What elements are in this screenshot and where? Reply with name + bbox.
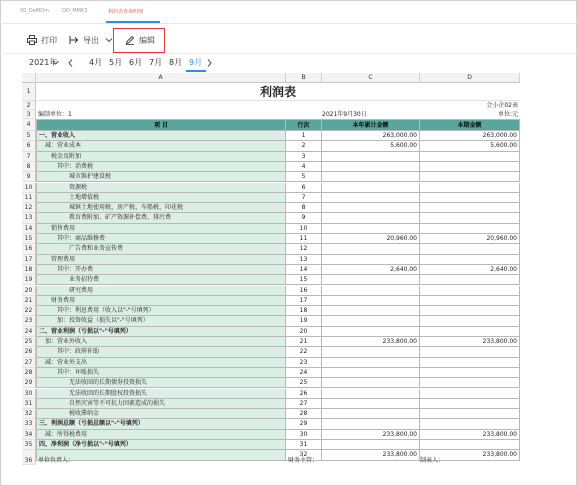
current-amount-cell[interactable]: 2,640.00 bbox=[420, 265, 520, 275]
current-amount-cell[interactable] bbox=[420, 368, 520, 378]
current-amount-cell[interactable] bbox=[420, 255, 520, 265]
line-no-cell[interactable]: 25 bbox=[286, 378, 322, 388]
item-cell[interactable]: 研究费用 bbox=[36, 286, 286, 296]
ytd-amount-cell[interactable] bbox=[322, 224, 420, 234]
ytd-amount-cell[interactable] bbox=[322, 296, 420, 306]
line-no-cell[interactable]: 23 bbox=[286, 358, 322, 368]
current-amount-cell[interactable] bbox=[420, 409, 520, 419]
item-cell[interactable]: 管理费用 bbox=[36, 255, 286, 265]
item-cell[interactable]: 财务费用 bbox=[36, 296, 286, 306]
year-select[interactable]: 2021年 bbox=[29, 58, 58, 67]
line-no-cell[interactable]: 29 bbox=[286, 419, 322, 429]
current-amount-cell[interactable] bbox=[420, 389, 520, 399]
row-number[interactable]: 10 bbox=[22, 183, 36, 193]
item-cell[interactable]: 三、利润总额（亏损总额以"-"号填列） bbox=[36, 419, 286, 429]
sheet-corner[interactable] bbox=[22, 73, 36, 83]
ytd-amount-cell[interactable] bbox=[322, 162, 420, 172]
row-number[interactable]: 7 bbox=[22, 152, 36, 162]
row-number[interactable]: 24 bbox=[22, 327, 36, 337]
ytd-amount-cell[interactable]: 233,800.00 bbox=[322, 337, 420, 347]
item-cell[interactable]: 其中：政府补助 bbox=[36, 347, 286, 357]
current-amount-cell[interactable] bbox=[420, 306, 520, 316]
line-no-cell[interactable]: 27 bbox=[286, 399, 322, 409]
header-item[interactable]: 项 目 bbox=[36, 119, 286, 131]
line-no-cell[interactable]: 11 bbox=[286, 234, 322, 244]
row-number[interactable]: 36 bbox=[22, 456, 36, 465]
item-cell[interactable]: 四、净利润（净亏损以"-"号填列） bbox=[36, 440, 286, 450]
line-no-cell[interactable]: 17 bbox=[286, 296, 322, 306]
current-amount-cell[interactable] bbox=[420, 244, 520, 254]
ytd-amount-cell[interactable] bbox=[322, 358, 420, 368]
item-cell[interactable]: 无法收回的长期股权投资损失 bbox=[36, 389, 286, 399]
ytd-amount-cell[interactable] bbox=[322, 327, 420, 337]
current-amount-cell[interactable] bbox=[420, 172, 520, 182]
header-ytd[interactable]: 本年累计金额 bbox=[322, 119, 420, 131]
toolbar bbox=[0, 24, 577, 54]
line-no-cell[interactable]: 10 bbox=[286, 224, 322, 234]
ytd-amount-cell[interactable] bbox=[322, 306, 420, 316]
print-button[interactable] bbox=[27, 33, 57, 47]
ytd-amount-cell[interactable] bbox=[322, 440, 420, 450]
item-cell[interactable]: 销售费用 bbox=[36, 224, 286, 234]
ytd-amount-cell[interactable]: 5,600.00 bbox=[322, 141, 420, 151]
print-label: 打印 bbox=[41, 35, 57, 45]
ytd-amount-cell[interactable]: 233,800.00 bbox=[322, 430, 420, 440]
current-amount-cell[interactable]: 20,960.00 bbox=[420, 234, 520, 244]
ytd-amount-cell[interactable] bbox=[322, 213, 420, 223]
current-amount-cell[interactable] bbox=[420, 399, 520, 409]
item-cell[interactable]: 土地增值税 bbox=[36, 193, 286, 203]
ytd-amount-cell[interactable] bbox=[322, 203, 420, 213]
item-cell[interactable]: 教育费附加、矿产资源补偿费、排污费 bbox=[36, 213, 286, 223]
row-number[interactable]: 19 bbox=[22, 275, 36, 285]
footer-manager[interactable]: 单位负责人： bbox=[38, 457, 75, 464]
item-cell[interactable]: 二、营业利润（亏损以"-"号填列） bbox=[36, 327, 286, 337]
row-number[interactable]: 22 bbox=[22, 306, 36, 316]
line-no-cell[interactable]: 26 bbox=[286, 389, 322, 399]
current-amount-cell[interactable] bbox=[420, 378, 520, 388]
current-amount-cell[interactable]: 233,800.00 bbox=[420, 430, 520, 440]
current-amount-cell[interactable] bbox=[420, 162, 520, 172]
month-8[interactable]: 8月 bbox=[169, 58, 183, 67]
row-number[interactable]: 17 bbox=[22, 255, 36, 265]
column-header-c[interactable]: C bbox=[322, 73, 420, 83]
current-amount-cell[interactable] bbox=[420, 419, 520, 429]
line-no-cell[interactable]: 5 bbox=[286, 172, 322, 182]
month-4[interactable]: 4月 bbox=[89, 58, 103, 67]
export-button[interactable] bbox=[69, 33, 117, 47]
item-cell[interactable]: 其中：坏账损失 bbox=[36, 368, 286, 378]
line-no-cell[interactable]: 32 bbox=[286, 450, 322, 460]
row-number[interactable]: 4 bbox=[22, 119, 36, 131]
current-amount-cell[interactable]: 233,800.00 bbox=[420, 337, 520, 347]
month-selector bbox=[0, 54, 577, 72]
ytd-amount-cell[interactable] bbox=[322, 316, 420, 326]
column-header-a[interactable]: A bbox=[36, 73, 286, 83]
line-no-cell[interactable]: 8 bbox=[286, 203, 322, 213]
ytd-amount-cell[interactable] bbox=[322, 152, 420, 162]
ytd-amount-cell[interactable] bbox=[322, 419, 420, 429]
current-amount-cell[interactable] bbox=[420, 316, 520, 326]
item-cell[interactable]: 其中：利息费用（收入以"-"号填列） bbox=[36, 306, 286, 316]
item-cell[interactable]: 广告费和业务宣传费 bbox=[36, 244, 286, 254]
unit-label[interactable]: 编制单位：1 bbox=[38, 111, 72, 118]
month-9[interactable]: 9月 bbox=[189, 58, 203, 67]
line-no-cell[interactable]: 2 bbox=[286, 141, 322, 151]
header-current[interactable]: 本期金额 bbox=[420, 119, 520, 131]
line-no-cell[interactable]: 14 bbox=[286, 265, 322, 275]
item-cell[interactable]: 税收滞纳金 bbox=[36, 409, 286, 419]
item-cell[interactable]: 无法收回的长期债券投资损失 bbox=[36, 378, 286, 388]
ytd-amount-cell[interactable] bbox=[322, 409, 420, 419]
item-cell[interactable]: 自然灾害等不可抗力因素造成的损失 bbox=[36, 399, 286, 409]
line-no-cell[interactable]: 15 bbox=[286, 275, 322, 285]
line-no-cell[interactable]: 20 bbox=[286, 327, 322, 337]
current-amount-cell[interactable] bbox=[420, 286, 520, 296]
line-no-cell[interactable]: 24 bbox=[286, 368, 322, 378]
current-amount-cell[interactable] bbox=[420, 440, 520, 450]
row-number[interactable]: 8 bbox=[22, 162, 36, 172]
item-cell[interactable]: 资源税 bbox=[36, 183, 286, 193]
row-number[interactable]: 23 bbox=[22, 316, 36, 326]
ytd-amount-cell[interactable]: 233,800.00 bbox=[322, 450, 420, 460]
current-amount-cell[interactable] bbox=[420, 296, 520, 306]
chevron-down-icon[interactable] bbox=[105, 37, 113, 43]
ytd-amount-cell[interactable] bbox=[322, 172, 420, 182]
line-no-cell[interactable]: 4 bbox=[286, 162, 322, 172]
month-5[interactable]: 5月 bbox=[109, 58, 123, 67]
row-number[interactable]: 26 bbox=[22, 347, 36, 357]
row-number[interactable]: 20 bbox=[22, 286, 36, 296]
line-no-cell[interactable]: 28 bbox=[286, 409, 322, 419]
ytd-amount-cell[interactable] bbox=[322, 244, 420, 254]
ytd-amount-cell[interactable]: 20,960.00 bbox=[322, 234, 420, 244]
prev-month-icon[interactable] bbox=[68, 59, 73, 67]
row-number[interactable]: 16 bbox=[22, 244, 36, 254]
row-number[interactable]: 32 bbox=[22, 409, 36, 419]
footer-finance[interactable]: 财务主管： bbox=[288, 457, 319, 464]
currency-unit[interactable]: 单位:元 bbox=[497, 111, 518, 118]
item-cell[interactable]: 其中：开办费 bbox=[36, 265, 286, 275]
ytd-amount-cell[interactable] bbox=[322, 275, 420, 285]
line-no-cell[interactable]: 3 bbox=[286, 152, 322, 162]
item-cell[interactable]: 城市维护建设税 bbox=[36, 172, 286, 182]
current-amount-cell[interactable] bbox=[420, 203, 520, 213]
active-tab-indicator bbox=[106, 21, 160, 23]
tab-active[interactable]: 利润表查询明细 bbox=[108, 9, 144, 15]
line-no-cell[interactable]: 13 bbox=[286, 255, 322, 265]
ytd-amount-cell[interactable] bbox=[322, 347, 420, 357]
row-number[interactable]: 3 bbox=[22, 110, 36, 119]
item-cell[interactable]: 减：所得税费用 bbox=[36, 430, 286, 440]
item-cell[interactable]: 城镇土地使用税、房产税、车船税、印花税 bbox=[36, 203, 286, 213]
current-amount-cell[interactable] bbox=[420, 152, 520, 162]
row-number[interactable]: 34 bbox=[22, 430, 36, 440]
ytd-amount-cell[interactable] bbox=[322, 193, 420, 203]
ytd-amount-cell[interactable] bbox=[322, 286, 420, 296]
ytd-amount-cell[interactable] bbox=[322, 378, 420, 388]
row-number[interactable]: 28 bbox=[22, 368, 36, 378]
ytd-amount-cell[interactable] bbox=[322, 183, 420, 193]
chevron-down-icon[interactable] bbox=[52, 60, 59, 65]
ytd-amount-cell[interactable] bbox=[322, 399, 420, 409]
row-number[interactable]: 14 bbox=[22, 224, 36, 234]
ytd-amount-cell[interactable] bbox=[322, 255, 420, 265]
item-cell[interactable]: 业务招待费 bbox=[36, 275, 286, 285]
row-number[interactable]: 27 bbox=[22, 358, 36, 368]
footer-preparer[interactable]: 制表人： bbox=[420, 457, 445, 464]
row-number[interactable]: 33 bbox=[22, 419, 36, 429]
form-code[interactable]: 会小企02表 bbox=[486, 102, 518, 109]
line-no-cell[interactable]: 18 bbox=[286, 306, 322, 316]
row-number[interactable]: 21 bbox=[22, 296, 36, 306]
row-number[interactable]: 6 bbox=[22, 141, 36, 151]
line-no-cell[interactable]: 19 bbox=[286, 316, 322, 326]
line-no-cell[interactable]: 12 bbox=[286, 244, 322, 254]
next-month-icon[interactable] bbox=[207, 59, 212, 67]
item-cell[interactable]: 税金及附加 bbox=[36, 152, 286, 162]
row-number[interactable]: 29 bbox=[22, 378, 36, 388]
line-no-cell[interactable]: 16 bbox=[286, 286, 322, 296]
current-amount-cell[interactable] bbox=[420, 347, 520, 357]
current-amount-cell[interactable] bbox=[420, 358, 520, 368]
ytd-amount-cell[interactable]: 263,000.00 bbox=[322, 131, 420, 141]
row-number[interactable]: 1 bbox=[22, 83, 36, 101]
month-6[interactable]: 6月 bbox=[129, 58, 143, 67]
row-number[interactable]: 31 bbox=[22, 399, 36, 409]
row-number[interactable]: 15 bbox=[22, 234, 36, 244]
line-no-cell[interactable]: 21 bbox=[286, 337, 322, 347]
item-cell[interactable]: 加：投资收益（损失以"-"号填列） bbox=[36, 316, 286, 326]
current-amount-cell[interactable] bbox=[420, 193, 520, 203]
row-number[interactable]: 2 bbox=[22, 101, 36, 110]
row-number[interactable]: 5 bbox=[22, 131, 36, 141]
current-amount-cell[interactable] bbox=[420, 213, 520, 223]
ytd-amount-cell[interactable]: 2,640.00 bbox=[322, 265, 420, 275]
item-cell[interactable]: 其中：消费税 bbox=[36, 162, 286, 172]
line-no-cell[interactable]: 31 bbox=[286, 440, 322, 450]
row-number[interactable]: 13 bbox=[22, 213, 36, 223]
column-header-b[interactable]: B bbox=[286, 73, 322, 83]
line-no-cell[interactable]: 22 bbox=[286, 347, 322, 357]
current-amount-cell[interactable] bbox=[420, 224, 520, 234]
row-number[interactable]: 11 bbox=[22, 193, 36, 203]
edit-label: 编辑 bbox=[139, 35, 155, 45]
current-amount-cell[interactable]: 233,800.00 bbox=[420, 450, 520, 460]
item-cell[interactable]: 加：营业外收入 bbox=[36, 337, 286, 347]
printer-icon bbox=[27, 35, 37, 45]
line-no-cell[interactable]: 1 bbox=[286, 131, 322, 141]
month-7[interactable]: 7月 bbox=[149, 58, 163, 67]
selected-month-indicator bbox=[186, 70, 206, 72]
tab-0[interactable]: 00_DeMOm bbox=[20, 8, 49, 14]
export-icon bbox=[69, 35, 79, 45]
row-number[interactable]: 12 bbox=[22, 203, 36, 213]
item-cell[interactable]: 其中：商品维修费 bbox=[36, 234, 286, 244]
line-no-cell[interactable]: 30 bbox=[286, 430, 322, 440]
report-date[interactable]: 2021年9月30日 bbox=[322, 111, 367, 118]
row-number[interactable]: 18 bbox=[22, 265, 36, 275]
current-amount-cell[interactable] bbox=[420, 327, 520, 337]
ytd-amount-cell[interactable] bbox=[322, 368, 420, 378]
current-amount-cell[interactable] bbox=[420, 183, 520, 193]
item-cell[interactable]: 减：营业外支出 bbox=[36, 358, 286, 368]
row-number[interactable]: 25 bbox=[22, 337, 36, 347]
report-title[interactable]: 利润表 bbox=[36, 83, 520, 101]
tab-bar bbox=[0, 0, 577, 24]
current-amount-cell[interactable]: 263,000.00 bbox=[420, 131, 520, 141]
column-header-d[interactable]: D bbox=[420, 73, 520, 83]
current-amount-cell[interactable]: 5,600.00 bbox=[420, 141, 520, 151]
current-amount-cell[interactable] bbox=[420, 275, 520, 285]
row-number[interactable]: 35 bbox=[22, 440, 36, 450]
edit-highlight-box bbox=[113, 28, 165, 53]
item-cell[interactable]: 减：营业成本 bbox=[36, 141, 286, 151]
export-label: 导出 bbox=[83, 35, 99, 45]
header-line-no[interactable]: 行次 bbox=[286, 119, 322, 131]
line-no-cell[interactable]: 6 bbox=[286, 183, 322, 193]
ytd-amount-cell[interactable] bbox=[322, 389, 420, 399]
row-number[interactable]: 9 bbox=[22, 172, 36, 182]
tab-1[interactable]: OO_MMK3 bbox=[62, 8, 88, 14]
item-cell[interactable]: 一、营业收入 bbox=[36, 131, 286, 141]
line-no-cell[interactable]: 9 bbox=[286, 213, 322, 223]
line-no-cell[interactable]: 7 bbox=[286, 193, 322, 203]
row-number[interactable]: 30 bbox=[22, 389, 36, 399]
